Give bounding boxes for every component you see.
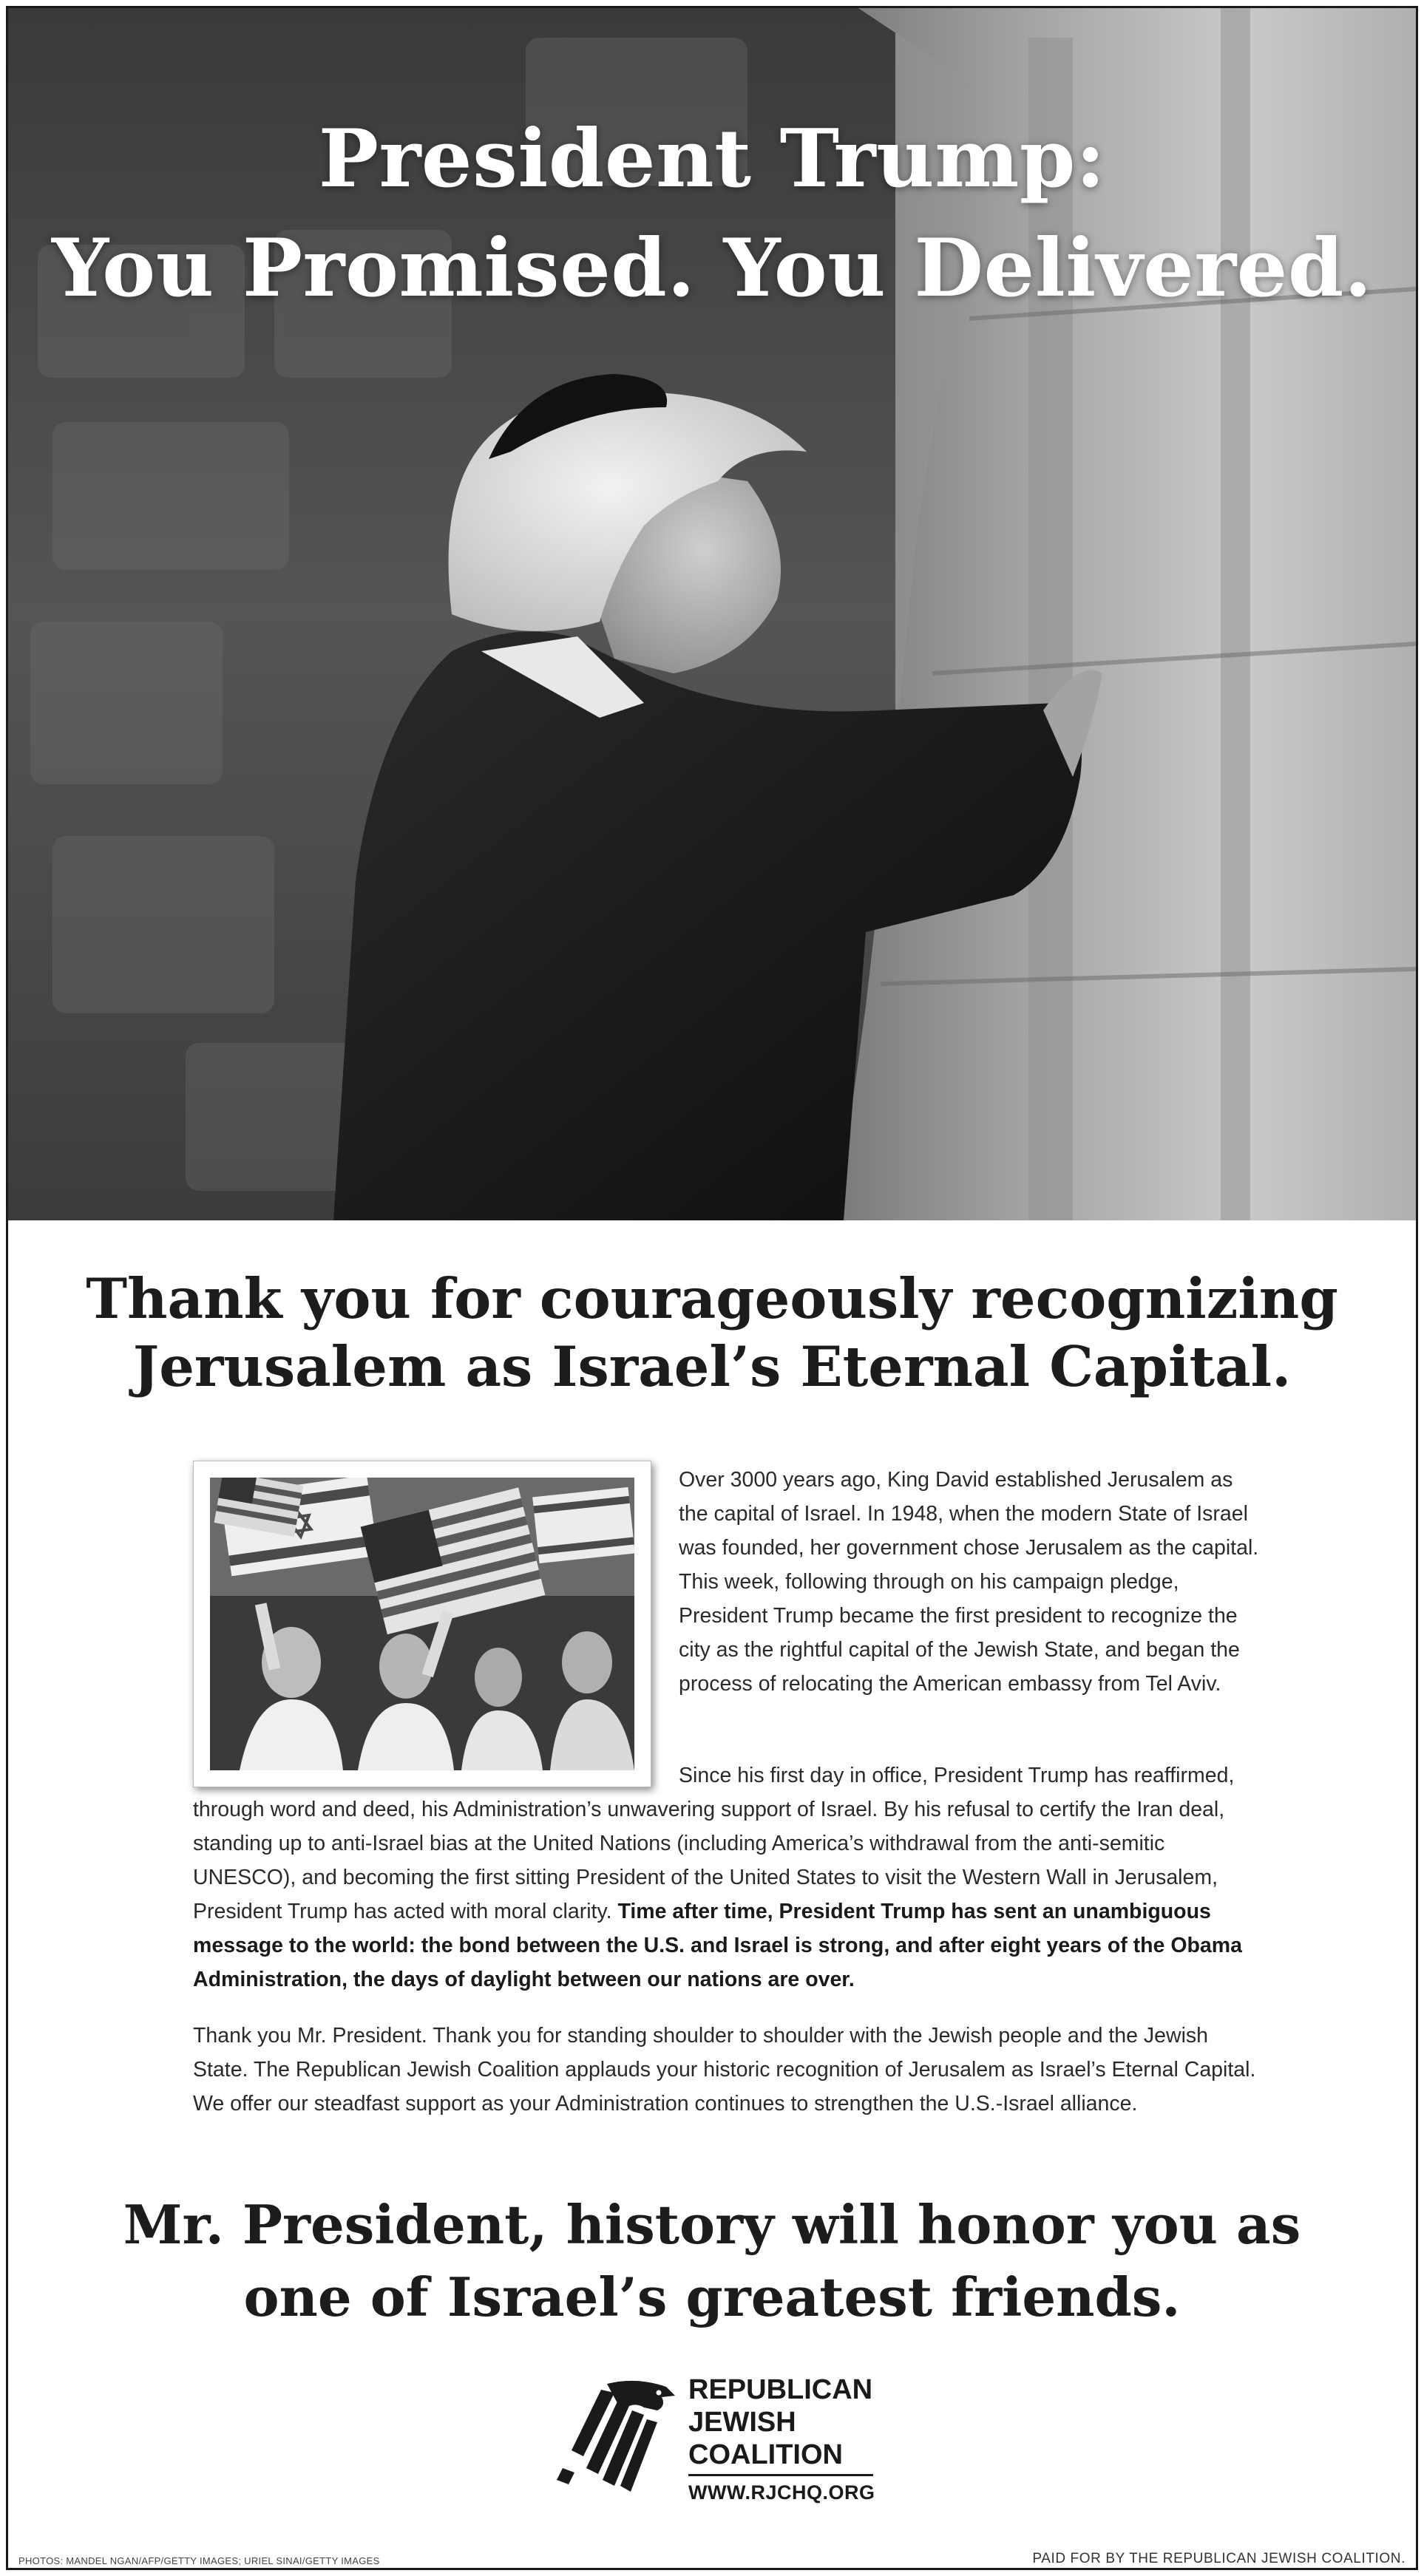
logo-line-1: REPUBLICAN [688, 2374, 873, 2405]
body-paragraph-1: Over 3000 years ago, King David established Jerusalem as the capital of Israel. In 1948, when the modern State of Israel was founded, her government chose Jerusalem as the capital. This week, following through on his campaign pledge, President Trump became the first president to recognize the city as the rightful capital of the Jewish State, and began the process of relocating the American embassy from Tel Aviv. [679, 1468, 1259, 1696]
photo-credit: PHOTOS: MANDEL NGAN/AFP/GETTY IMAGES; URIEL SINAI/GETTY IMAGES [18, 2555, 380, 2566]
closing-line-1: Mr. President, history will honor you as [123, 2193, 1301, 2256]
eagle-logo-icon [555, 2373, 681, 2499]
body-paragraph-2 [193, 1758, 1265, 1996]
body-paragraph-3: Thank you Mr. President. Thank you for standing shoulder to shoulder with the Jewish people and the Jewish State. The Republican Jewish Coalition applauds your historic recognition of Jerusalem as Israel’s Eternal Capital. We offer our steadfast support as your Administration continues to strengthen the U.S.-Israel alliance. [193, 2024, 1256, 2115]
logo-wordmark [688, 2373, 872, 2471]
logo-website-link[interactable]: WWW.RJCHQ.ORG [688, 2481, 875, 2504]
logo-line-2: JEWISH [688, 2407, 796, 2438]
hero-headline [8, 104, 1416, 323]
hero-title-line-1: President Trump: [318, 112, 1106, 205]
headline-line-1: Thank you for courageously recognizing [86, 1266, 1338, 1331]
thank-you-headline [8, 1265, 1416, 1401]
paid-for-disclaimer: PAID FOR BY THE REPUBLICAN JEWISH COALITION. [1032, 2551, 1406, 2566]
newspaper-ad-page [6, 6, 1418, 2570]
body-paragraph-2-first-line: Since his first day in office, President Trump has reaffirmed, [679, 1764, 1235, 1787]
closing-headline [8, 2189, 1416, 2334]
headline-line-2: Jerusalem as Israel’s Eternal Capital. [132, 1334, 1292, 1399]
body-paragraph-2-text: through word and deed, his Administration’s unwavering support of Israel. By his refusal to certify the Iran deal, standing up to anti-Israel bias at the United Nations (including America’s withdrawal from the anti-semitic UNESCO), and becoming the first sitting President of the United States to visit the Western Wall in Jerusalem, President Trump has acted with moral clarity. [193, 1798, 1225, 1923]
logo-divider [688, 2474, 873, 2476]
inset-photo-frame [193, 1461, 651, 1787]
children-waving-us-and-israel-flags-photo [210, 1478, 634, 1770]
hero-section [8, 8, 1416, 1220]
logo-line-3: COALITION [688, 2439, 843, 2470]
closing-line-2: one of Israel’s greatest friends. [243, 2266, 1181, 2328]
rjc-logo [555, 2366, 903, 2514]
body-paragraph-2-bold-text: Time after time, President Trump has sent an unambiguous message to the world: the bond between the U.S. and Israel is strong, and after eight years of the Obama Administration, the days of daylight between our nations are over. [193, 1900, 1242, 1991]
hero-title-line-2: You Promised. You Delivered. [51, 222, 1373, 315]
